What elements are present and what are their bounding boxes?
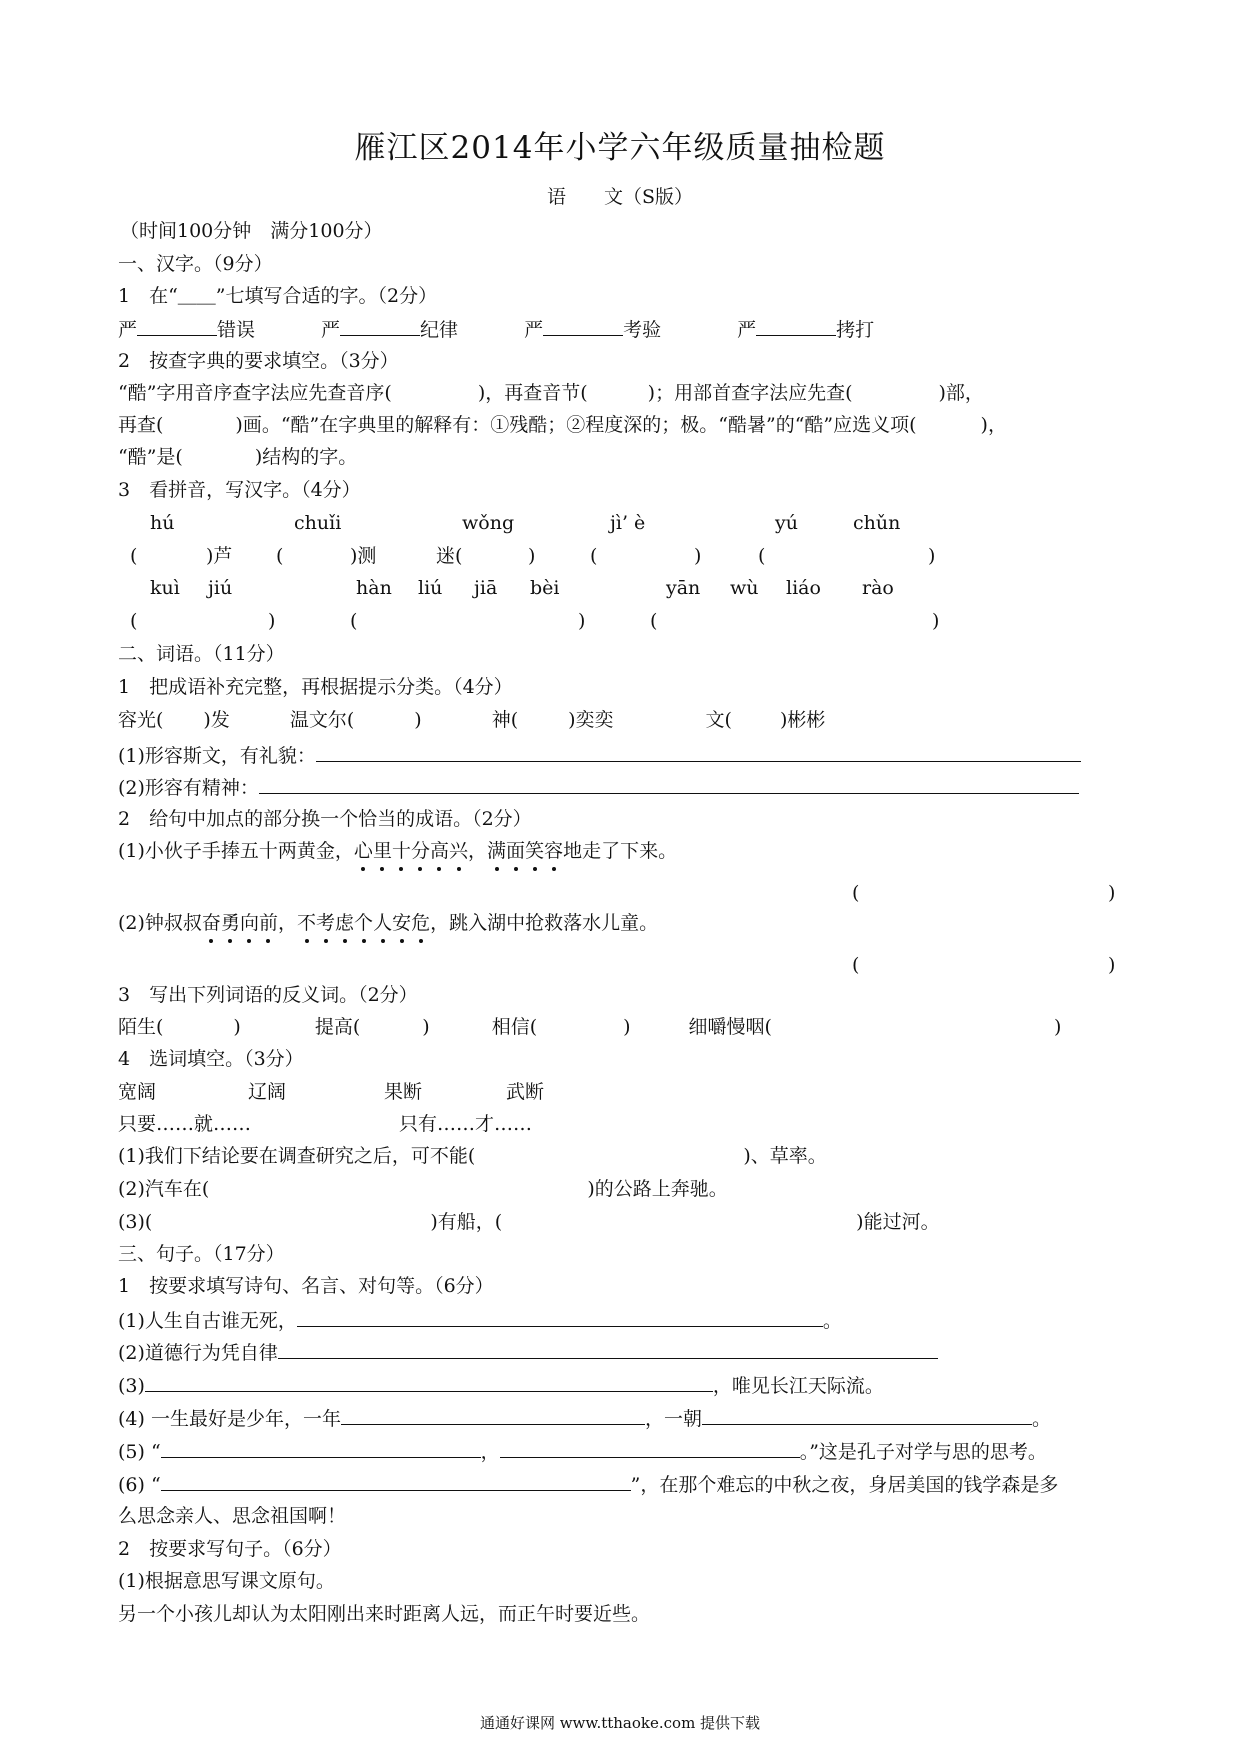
text: )的公路上奔驰。 <box>587 1178 728 1200</box>
dotted-char: 兴 <box>449 840 469 862</box>
blank[interactable] <box>137 315 217 336</box>
option: 辽阔 <box>248 1081 287 1103</box>
text: 再查( <box>118 414 164 436</box>
option: 宽阔 <box>118 1081 157 1103</box>
bracket: ( <box>650 610 658 632</box>
text: 地走了下来。 <box>563 840 678 862</box>
text: ”，在那个难忘的中秋之夜，身居美国的钱学森是多 <box>630 1474 1059 1496</box>
answer-line[interactable] <box>341 1404 645 1425</box>
word-prefix: 严 <box>321 319 341 341</box>
s1-q2-line3 <box>118 444 357 470</box>
text: )部， <box>938 382 984 404</box>
pinyin: jiā <box>474 577 498 599</box>
text: (4) 一生最好是少年，一年 <box>118 1408 341 1430</box>
blank[interactable] <box>756 315 836 336</box>
text: )；用部首查字法应先查( <box>647 382 853 404</box>
s3-poem-6-cont: 么思念亲人、思念祖国啊！ <box>118 1505 347 1527</box>
dotted-char: 里 <box>372 840 392 862</box>
dotted-char: 危 <box>411 912 431 934</box>
dotted-char: 考 <box>316 912 336 934</box>
text: ) <box>422 1016 430 1038</box>
word-prefix: 严 <box>118 319 138 341</box>
text: 提高( <box>314 1016 361 1038</box>
s3-poem-3 <box>118 1371 884 1399</box>
s3-rewrite-1: (1)根据意思写课文原句。 <box>118 1570 335 1592</box>
s2-fill-3 <box>118 1209 940 1235</box>
text: ， <box>468 840 488 862</box>
text: “酷”字用音序查字法应先查音序( <box>118 382 392 404</box>
answer-line[interactable] <box>316 741 1081 762</box>
bracket: )测 <box>350 545 377 567</box>
dotted-phrase <box>202 912 430 934</box>
dotted-char: 容 <box>544 840 564 862</box>
text: (2)汽车在( <box>118 1178 210 1200</box>
word-prefix: 严 <box>737 319 757 341</box>
s1-q2-line1 <box>118 380 984 406</box>
dotted-char: 奋 <box>201 912 221 934</box>
pinyin: liú <box>418 577 443 599</box>
text: )发 <box>203 709 230 731</box>
s3-poem-4 <box>118 1404 1051 1432</box>
pinyin: kuì <box>150 577 180 599</box>
section-3-heading: 三、句子。（17分） <box>118 1243 285 1265</box>
text: “酷”是( <box>118 446 183 468</box>
text: 陌生( <box>118 1016 164 1038</box>
s2-q3: 3 写出下列词语的反义词。（2分） <box>118 984 418 1006</box>
dotted-char: 分 <box>410 840 430 862</box>
bracket: ) <box>928 545 936 567</box>
dotted-char: 面 <box>506 840 526 862</box>
text: )， <box>980 414 1007 436</box>
answer-line[interactable] <box>145 1371 713 1392</box>
answer-line[interactable] <box>500 1437 800 1458</box>
text: (2)钟叔叔 <box>118 912 202 934</box>
pinyin: yān <box>666 577 701 599</box>
text: ，唯见长江天际流。 <box>712 1375 884 1397</box>
dotted-char: ， <box>277 912 297 934</box>
s2-category-1 <box>118 741 1081 769</box>
pinyin: liáo <box>786 577 821 599</box>
text: )画。“酷”在字典里的解释有：①残酷；②程度深的；极。“酷暑”的“酷”应选义项( <box>235 414 917 436</box>
text: 温文尔( <box>289 709 355 731</box>
blank[interactable] <box>340 315 420 336</box>
dotted-char: 安 <box>392 912 412 934</box>
pinyin: yú <box>775 512 798 534</box>
text: 文( <box>705 709 732 731</box>
s2-options-1 <box>118 1079 544 1105</box>
text: 细嚼慢咽( <box>688 1016 772 1038</box>
s2-q2: 2 给句中加点的部分换一个恰当的成语。（2分） <box>118 808 532 830</box>
bracket: ( <box>590 545 598 567</box>
text: ) <box>623 1016 631 1038</box>
pinyin: hú <box>150 512 175 534</box>
exam-meta: （时间100分钟 满分100分） <box>120 220 383 242</box>
s3-poem-5 <box>118 1437 1047 1465</box>
dotted-char: 前 <box>258 912 278 934</box>
text: 相信( <box>491 1016 538 1038</box>
dotted-char: 人 <box>373 912 393 934</box>
text: 容光( <box>118 709 164 731</box>
pinyin: wǒng <box>462 512 515 534</box>
word-prefix: 严 <box>524 319 544 341</box>
text: ， <box>480 1441 500 1463</box>
s3-rewrite-1-text: 另一个小孩儿却认为太阳刚出来时距离人远，而正午时要近些。 <box>118 1603 651 1625</box>
s2-fill-1 <box>118 1143 827 1169</box>
bracket: ( <box>276 545 284 567</box>
bracket: ( <box>350 610 358 632</box>
s1-q1: 1 在“＿＿”七填写合适的字。（2分） <box>118 285 438 307</box>
s2-idioms <box>118 707 825 733</box>
s2-category-2 <box>118 773 1079 801</box>
word: 拷打 <box>836 319 875 341</box>
option: 果断 <box>384 1081 423 1103</box>
text: 。 <box>1031 1408 1051 1430</box>
pinyin: wù <box>730 577 759 599</box>
bracket: ( <box>130 545 138 567</box>
answer-paren-open: ( <box>852 882 860 904</box>
word: 考验 <box>623 319 662 341</box>
text: (2)道德行为凭自律 <box>118 1342 278 1364</box>
s1-q2: 2 按查字典的要求填空。（3分） <box>118 350 399 372</box>
option: 只有……才…… <box>399 1113 533 1135</box>
bracket: ) <box>578 610 586 632</box>
text: 神( <box>491 709 519 731</box>
text: )奕奕 <box>568 709 614 731</box>
s2-options-2 <box>118 1111 532 1137</box>
text: )、草率。 <box>743 1145 827 1167</box>
bracket: ) <box>268 610 276 632</box>
dotted-char: 十 <box>391 840 411 862</box>
text: )彬彬 <box>779 709 826 731</box>
text: ，一朝 <box>644 1408 702 1430</box>
answer-line[interactable] <box>297 1306 823 1327</box>
answer-line[interactable] <box>702 1404 1032 1425</box>
s3-poem-2 <box>118 1338 938 1366</box>
text: (1)小伙子手捧五十两黄金， <box>118 840 354 862</box>
bracket: ( <box>758 545 766 567</box>
answer-line[interactable] <box>161 1437 481 1458</box>
s2-q1: 1 把成语补充完整，再根据提示分类。（4分） <box>118 676 513 698</box>
bracket: )芦 <box>206 545 233 567</box>
text: )能过河。 <box>856 1211 940 1233</box>
pinyin: jì’ è <box>610 512 646 534</box>
text: (2)形容有精神： <box>118 777 259 799</box>
answer-line[interactable] <box>161 1470 631 1491</box>
text: (3)( <box>118 1211 153 1233</box>
pinyin: jiú <box>208 577 233 599</box>
dotted-char: 心 <box>353 840 373 862</box>
pinyin: hàn <box>356 577 392 599</box>
dotted-phrase <box>354 840 468 862</box>
answer-line[interactable] <box>259 773 1079 794</box>
footer-credit: 通通好课网 www.tthaoke.com 提供下载 <box>479 1714 761 1732</box>
text: (3) <box>118 1375 145 1397</box>
word: 错误 <box>217 319 256 341</box>
dotted-char: 笑 <box>525 840 545 862</box>
answer-paren-close: ) <box>1108 954 1116 976</box>
text: ) <box>1053 1016 1062 1038</box>
s3-q1: 1 按要求填写诗句、名言、对句等。（6分） <box>118 1275 494 1297</box>
s3-q2: 2 按要求写句子。（6分） <box>118 1538 342 1560</box>
answer-line[interactable] <box>278 1338 938 1359</box>
bracket: ( <box>130 610 138 632</box>
blank[interactable] <box>543 315 623 336</box>
section-1-heading: 一、汉字。（9分） <box>118 253 273 275</box>
answer-paren-open: ( <box>852 954 860 976</box>
exam-subtitle: 语 文（S版） <box>546 186 694 208</box>
text: )，再查音节( <box>477 382 588 404</box>
text: (1)人生自古谁无死， <box>118 1310 297 1332</box>
s1-q3: 3 看拼音，写汉字。（4分） <box>118 479 361 501</box>
pinyin: rào <box>862 577 894 599</box>
s1-q2-line2 <box>118 412 1007 438</box>
s1-q1-words <box>118 315 874 343</box>
dotted-char: 个 <box>354 912 374 934</box>
dotted-phrase <box>487 840 563 862</box>
text: (1)形容斯文，有礼貌： <box>118 745 316 767</box>
dotted-char: 虑 <box>335 912 355 934</box>
option: 武断 <box>506 1081 545 1103</box>
section-2-heading: 二、词语。（11分） <box>118 643 285 665</box>
text: )结构的字。 <box>254 446 358 468</box>
bracket: 迷( <box>436 545 463 567</box>
s2-sentence-1 <box>118 838 677 864</box>
s3-poem-1 <box>118 1306 842 1334</box>
option: 只要……就…… <box>118 1113 252 1135</box>
pinyin: bèi <box>530 577 560 599</box>
s2-antonyms <box>118 1014 1061 1040</box>
text: ，跳入湖中抢救落水儿童。 <box>430 912 659 934</box>
text: ) <box>233 1016 241 1038</box>
pinyin: chuǐi <box>294 512 342 534</box>
text: ) <box>414 709 422 731</box>
text: (5) “ <box>118 1441 161 1463</box>
bracket: ) <box>694 545 702 567</box>
pinyin: chǔn <box>853 512 901 534</box>
dotted-char: 勇 <box>220 912 240 934</box>
dotted-char: 满 <box>487 840 507 862</box>
text: (1)我们下结论要在调查研究之后，可不能( <box>118 1145 476 1167</box>
s3-poem-6 <box>118 1470 1058 1498</box>
text: 。”这是孔子对学与思的思考。 <box>799 1441 1047 1463</box>
s2-fill-2 <box>118 1176 728 1202</box>
bracket: ) <box>932 610 940 632</box>
bracket: ) <box>528 545 536 567</box>
answer-paren-close: ) <box>1108 882 1116 904</box>
dotted-char: 高 <box>429 840 449 862</box>
text: 。 <box>822 1310 842 1332</box>
s2-sentence-2 <box>118 910 658 936</box>
text: )有船，( <box>430 1211 503 1233</box>
dotted-char: 向 <box>239 912 259 934</box>
word: 纪律 <box>420 319 459 341</box>
text: (6) “ <box>118 1474 161 1496</box>
exam-title: 雁江区2014年小学六年级质量抽检题 <box>354 130 886 166</box>
dotted-char: 不 <box>297 912 317 934</box>
s2-q4: 4 选词填空。（3分） <box>118 1048 304 1070</box>
